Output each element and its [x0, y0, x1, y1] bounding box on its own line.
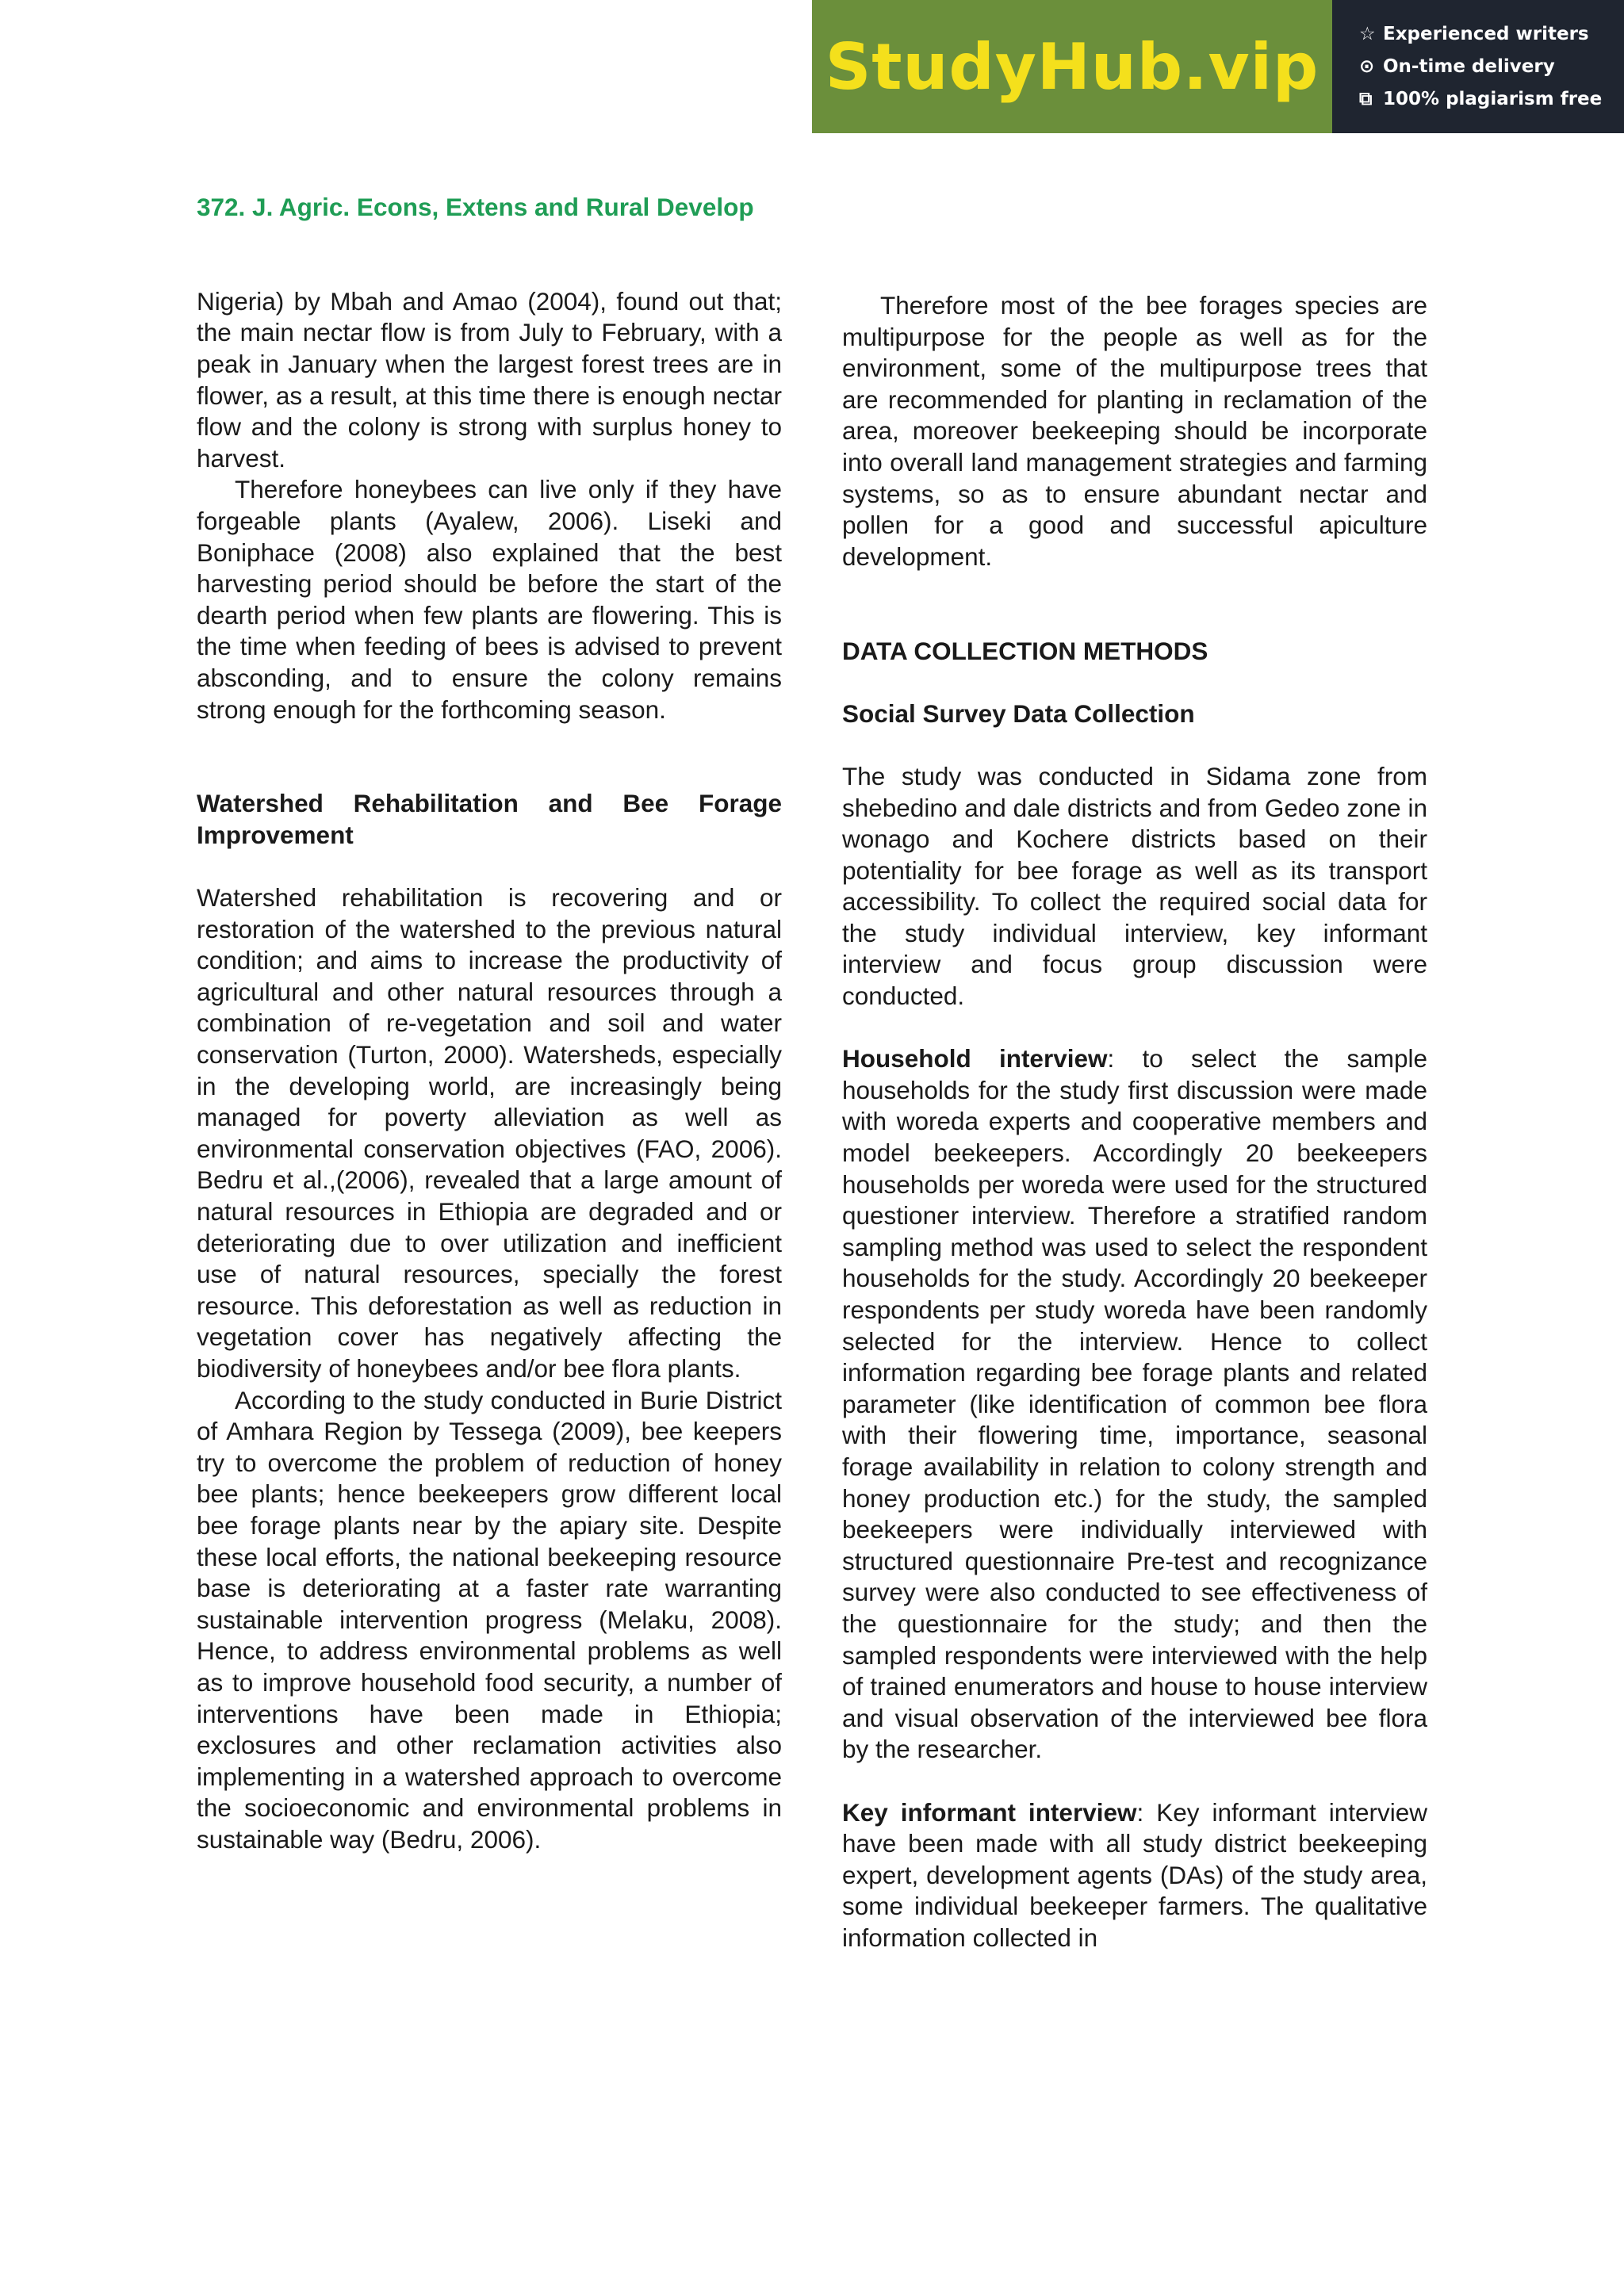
paragraph-household-interview — [842, 1043, 1427, 1766]
feature-on-time-delivery — [1359, 51, 1624, 83]
left-column — [197, 192, 782, 1855]
paragraph-key-informant — [842, 1797, 1427, 1954]
subsection-heading: Social Survey Data Collection — [842, 698, 1195, 728]
paragraph: Therefore honeybees can live only if they have forgeable plants (Ayalew, 2006). Liseki and Boniphace (2008) also explained that the best harvesting period should be before the start of the dearth period when few plants are flowering. This is the time when feeding of bees is advised to prevent absconding, and to ensure the colony remains strong enough for the forthcoming season. — [197, 475, 782, 724]
paragraph-text: : to select the sample households for the study first discussion were made with woreda experts and cooperative members and model beekeepers. Accordingly 20 beekeepers households per woreda were used for the structured questioner interview. Therefore a stratified random sampling method was used to select the respondent households for the study. Accordingly 20 beekeeper respondents per study woreda have been randomly selected for the interview. Hence to collect information regarding bee forage plants and related parameter (like identification of common bee flora with their flowering time, importance, seasonal forage availability in relation to colony strength and honey production etc.) for the study, the sampled beekeepers were individually interviewed with structured questionnaire Pre-test and recognizance survey were also conducted to see effectiveness of the questionnaire for the study; and then the sampled respondents were interviewed with the help of trained enumerators and house to house interview and visual observation of the interviewed bee flora by the researcher. — [842, 1044, 1427, 1764]
section-heading: Watershed Rehabilitation and Bee Forage Improvement — [197, 789, 782, 849]
paragraph: Therefore most of the bee forages species are multipurpose for the people as well as for the environment, some of the multipurpose trees that are recommended for planting in reclamation of the area, moreover beekeeping should be incorporate into overall land management strategies and farming systems, so as to ensure abundant nectar and pollen for a good and successful apiculture development. — [842, 291, 1427, 571]
feature-experienced-writers — [1359, 18, 1624, 51]
ad-banner[interactable] — [812, 0, 1624, 133]
feature-plagiarism-free — [1359, 83, 1624, 116]
star-icon: ☆ — [1359, 23, 1376, 44]
paragraph: According to the study conducted in Burie District of Amhara Region by Tessega (2009), bee keepers try to overcome the problem of reduction of honey bee plants; hence beekeepers grow different local bee forage plants near by the apiary site. Despite these local efforts, the national beekeeping resource base is deteriorating at a faster rate warranting sustainable intervention progress (Melaku, 2008). Hence, to address environmental problems as well as to improve household food security, a number of interventions have been made in Ethiopia; exclosures and other reclamation activities also implementing in a watershed approach to overcome the socioeconomic and environmental problems in sustainable way (Bedru, 2006). — [197, 1385, 782, 1854]
feature-label: Experienced writers — [1383, 23, 1589, 44]
paragraph-text: : Key informant interview have been made with all study district beekeeping expert, development agents (DAs) of the study area, some individual beekeeper farmers. The qualitative information collected in — [842, 1797, 1427, 1952]
journal-header: 372. J. Agric. Econs, Extens and Rural Develop — [197, 193, 754, 221]
paragraph: Nigeria) by Mbah and Amao (2004), found out that; the main nectar flow is from July to February, with a peak in January when the largest forest trees are in flower, as a result, at this time there is enough nectar flow and the colony is strong with surplus honey to harvest. — [197, 286, 782, 473]
clock-icon: ⊙ — [1359, 55, 1375, 77]
brand-logo[interactable]: StudyHub.vip — [825, 29, 1320, 104]
right-column — [842, 290, 1427, 1954]
run-in-heading: Household interview — [842, 1044, 1108, 1073]
paragraph: Watershed rehabilitation is recovering and or restoration of the watershed to the previous natural condition; and aims to increase the productivity of agricultural and other natural resources through a combination of re-vegetation and soil and water conservation (Turton, 2000). Watersheds, especially in the developing world, are increasingly being managed for poverty alleviation as well as environmental conservation objectives (FAO, 2006). Bedru et al.,(2006), revealed that a large amount of natural resources in Ethiopia are degraded and or deteriorating due to over utilization and inefficient use of natural resources, specially the forest resource. This deforestation as well as reduction in vegetation cover has negatively affecting the biodiversity of honeybees and/or bee flora plants. — [197, 883, 782, 1383]
feature-label: 100% plagiarism free — [1383, 88, 1603, 109]
copy-icon: ⧉ — [1359, 88, 1373, 109]
feature-label: On-time delivery — [1383, 55, 1555, 77]
banner-brand-area[interactable] — [812, 0, 1332, 133]
banner-features — [1332, 0, 1624, 133]
paragraph: The study was conducted in Sidama zone from shebedino and dale districts and from Gedeo zone in wonago and Kochere districts based on their potentiality for bee forage as well as its transport accessibility. To collect the required social data for the study individual interview, key informant interview and focus group discussion were conducted. — [842, 761, 1427, 1011]
run-in-heading: Key informant interview — [842, 1797, 1137, 1827]
section-heading: DATA COLLECTION METHODS — [842, 636, 1208, 665]
